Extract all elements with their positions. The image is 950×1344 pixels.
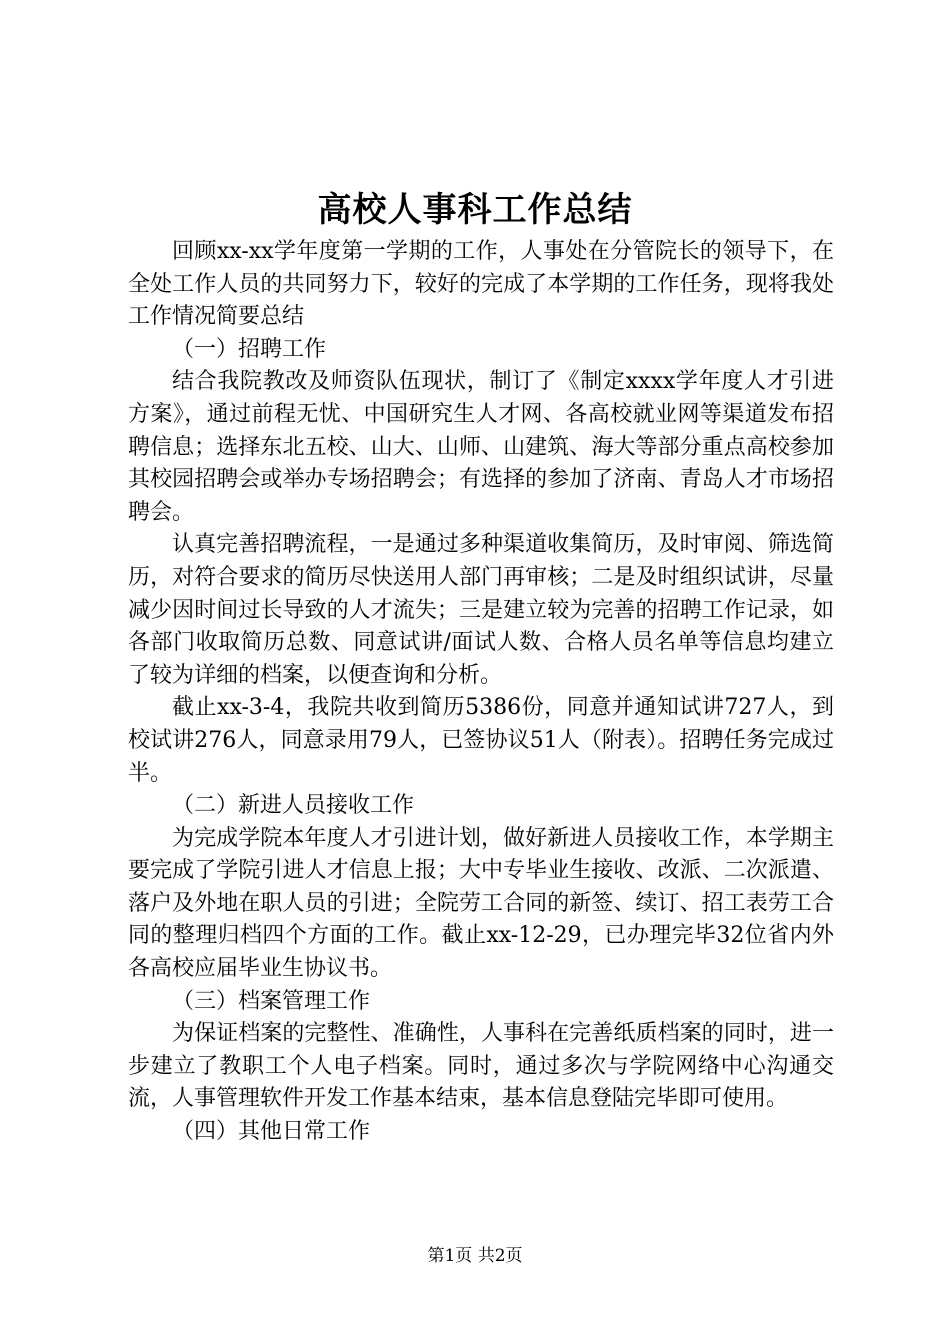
section-heading-archives: （三）档案管理工作 (172, 988, 371, 1014)
recruitment-paragraph-1: 结合我院教改及师资队伍现状，制订了《制定xxxx学年度人才引进方案》，通过前程无忧、中国研究生人才网、各高校就业网等渠道发布招聘信息；选择东北五校、山大、山师、山建筑、海大等部分重点高校参加其校园招聘会或举办专场招聘会；有选择的参加了济南、青岛人才市场招聘会。 (128, 369, 834, 525)
section-heading-other: （四）其他日常工作 (172, 1119, 371, 1145)
intro-paragraph: 回顾xx-xx学年度第一学期的工作，人事处在分管院长的领导下，在全处工作人员的共同努力下，较好的完成了本学期的工作任务，现将我处工作情况简要总结 (128, 239, 834, 330)
page-footer: 第1页 共2页 (427, 1246, 523, 1266)
document-body (128, 236, 834, 1149)
onboarding-paragraph: 为完成学院本年度人才引进计划，做好新进人员接收工作，本学期主要完成了学院引进人才信息上报；大中专毕业生接收、改派、二次派遣、落户及外地在职人员的引进；全院劳工合同的新签、续订、招工表劳工合同的整理归档四个方面的工作。截止xx-12-29，已办理完毕32位省内外各高校应届毕业生协议书。 (128, 825, 834, 982)
section-heading-recruitment: （一）招聘工作 (172, 336, 327, 362)
archives-paragraph: 为保证档案的完整性、准确性，人事科在完善纸质档案的同时，进一步建立了教职工个人电子档案。同时，通过多次与学院网络中心沟通交流，人事管理软件开发工作基本结束，基本信息登陆完毕即可使用。 (128, 1021, 834, 1112)
recruitment-paragraph-2: 认真完善招聘流程，一是通过多种渠道收集简历，及时审阅、筛选简历，对符合要求的简历尽快送用人部门再审核；二是及时组织试讲，尽量减少因时间过长导致的人才流失；三是建立较为完善的招聘工作记录，如各部门收取简历总数、同意试讲/面试人数、合格人员名单等信息均建立了较为详细的档案，以便查询和分析。 (128, 532, 834, 688)
document-title: 高校人事科工作总结 (317, 190, 633, 230)
recruitment-paragraph-3: 截止xx-3-4，我院共收到简历5386份，同意并通知试讲727人，到校试讲276人，同意录用79人，已签协议51人（附表）。招聘任务完成过半。 (128, 695, 834, 786)
section-heading-onboarding: （二）新进人员接收工作 (172, 793, 415, 819)
